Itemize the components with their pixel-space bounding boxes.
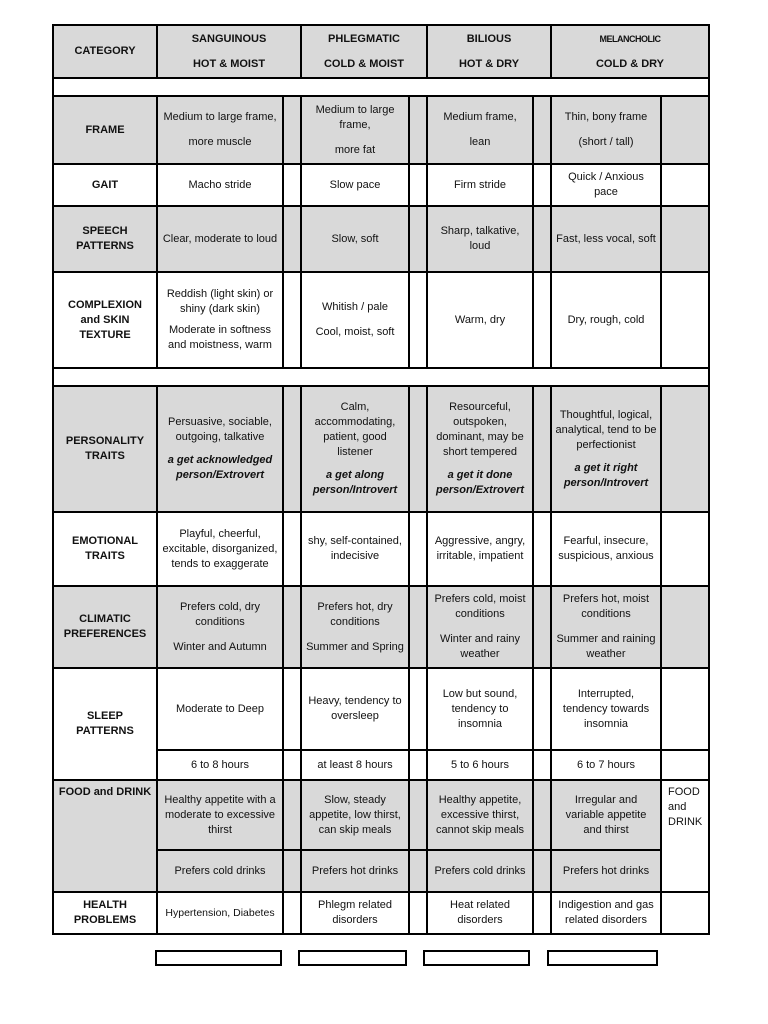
cell-bilious: Aggressive, angry, irritable, impatient (427, 512, 533, 586)
row-label: CLIMATIC PREFERENCES (53, 586, 157, 668)
header-phlegmatic: PHLEGMATIC COLD & MOIST (301, 25, 427, 78)
cell-sanguinous: Playful, cheerful, excitable, disorganized, tends to exaggerate (157, 512, 283, 586)
row-sleep (53, 668, 709, 750)
row-food (53, 780, 709, 850)
cell-bilious: Prefers cold drinks (427, 850, 533, 892)
cell-bilious: Low but sound, tendency to insomnia (427, 668, 533, 750)
cell-melancholic: Indigestion and gas related disorders (551, 892, 661, 934)
header-sanguinous: SANGUINOUS HOT & MOIST (157, 25, 301, 78)
cell-sanguinous: Prefers cold, dry conditions Winter and Autumn (157, 586, 283, 668)
cell-melancholic: Prefers hot, moist conditions Summer and raining weather (551, 586, 661, 668)
cell-sanguinous: Prefers cold drinks (157, 850, 283, 892)
cell-melancholic: 6 to 7 hours (551, 750, 661, 780)
cell-phlegmatic: Slow pace (301, 164, 409, 206)
header-melancholic: MELANCHOLIC COLD & DRY (551, 25, 709, 78)
cell-sanguinous: Hypertension, Diabetes (157, 892, 283, 934)
cell-bilious: Warm, dry (427, 272, 533, 368)
row-label: FOOD and DRINK (53, 780, 157, 892)
cell-bilious: Medium frame, lean (427, 96, 533, 164)
row-emotional (53, 512, 709, 586)
cell-bilious: Sharp, talkative, loud (427, 206, 533, 272)
cell-phlegmatic: Slow, soft (301, 206, 409, 272)
blank-box-sanguinous (155, 950, 282, 966)
cell-phlegmatic: Calm, accommodating, patient, good listener a get along person/Introvert (301, 386, 409, 512)
row-gait (53, 164, 709, 206)
cell-phlegmatic: shy, self-contained, indecisive (301, 512, 409, 586)
row-health (53, 892, 709, 934)
spacer-row (53, 78, 709, 96)
cell-melancholic: Prefers hot drinks (551, 850, 661, 892)
cell-bilious: Heat related disorders (427, 892, 533, 934)
food-side-label: FOOD and DRINK (661, 780, 709, 892)
row-label: SPEECH PATTERNS (53, 206, 157, 272)
cell-melancholic: Thoughtful, logical, analytical, tend to be perfectionist a get it right person/Introvert (551, 386, 661, 512)
row-label: COMPLEXION and SKIN TEXTURE (53, 272, 157, 368)
cell-sanguinous: 6 to 8 hours (157, 750, 283, 780)
spacer-row (53, 368, 709, 386)
row-speech (53, 206, 709, 272)
header-row (53, 25, 709, 78)
cell-sanguinous: Reddish (light skin) or shiny (dark skin) Moderate in softness and moistness, warm (157, 272, 283, 368)
cell-melancholic: Interrupted, tendency towards insomnia (551, 668, 661, 750)
cell-phlegmatic: Heavy, tendency to oversleep (301, 668, 409, 750)
cell-sanguinous: Clear, moderate to loud (157, 206, 283, 272)
cell-melancholic: Dry, rough, cold (551, 272, 661, 368)
cell-phlegmatic: Prefers hot drinks (301, 850, 409, 892)
cell-bilious: Healthy appetite, excessive thirst, cannot skip meals (427, 780, 533, 850)
cell-melancholic: Fast, less vocal, soft (551, 206, 661, 272)
cell-bilious: Prefers cold, moist conditions Winter and rainy weather (427, 586, 533, 668)
blank-box-bilious (423, 950, 530, 966)
cell-sanguinous: Healthy appetite with a moderate to excessive thirst (157, 780, 283, 850)
cell-melancholic: Thin, bony frame (short / tall) (551, 96, 661, 164)
row-complexion (53, 272, 709, 368)
cell-bilious: 5 to 6 hours (427, 750, 533, 780)
cell-melancholic: Quick / Anxious pace (551, 164, 661, 206)
cell-phlegmatic: Phlegm related disorders (301, 892, 409, 934)
blank-box-melancholic (547, 950, 658, 966)
cell-bilious: Firm stride (427, 164, 533, 206)
blank-box-phlegmatic (298, 950, 407, 966)
cell-sanguinous: Moderate to Deep (157, 668, 283, 750)
row-climatic (53, 586, 709, 668)
cell-phlegmatic: Whitish / pale Cool, moist, soft (301, 272, 409, 368)
row-label: FRAME (53, 96, 157, 164)
cell-melancholic: Irregular and variable appetite and thirst (551, 780, 661, 850)
cell-phlegmatic: Prefers hot, dry conditions Summer and Spring (301, 586, 409, 668)
temperament-table (52, 24, 710, 935)
cell-bilious: Resourceful, outspoken, dominant, may be short tempered a get it done person/Extrovert (427, 386, 533, 512)
cell-sanguinous: Persuasive, sociable, outgoing, talkative a get acknowledged person/Extrovert (157, 386, 283, 512)
cell-melancholic: Fearful, insecure, suspicious, anxious (551, 512, 661, 586)
cell-sanguinous: Medium to large frame, more muscle (157, 96, 283, 164)
header-category: CATEGORY (53, 25, 157, 78)
row-label: HEALTH PROBLEMS (53, 892, 157, 934)
row-label: EMOTIONAL TRAITS (53, 512, 157, 586)
row-label: PERSONALITY TRAITS (53, 386, 157, 512)
cell-phlegmatic: Slow, steady appetite, low thirst, can skip meals (301, 780, 409, 850)
row-frame (53, 96, 709, 164)
row-label: SLEEP PATTERNS (53, 668, 157, 780)
row-personality (53, 386, 709, 512)
cell-phlegmatic: at least 8 hours (301, 750, 409, 780)
header-bilious: BILIOUS HOT & DRY (427, 25, 551, 78)
cell-sanguinous: Macho stride (157, 164, 283, 206)
row-label: GAIT (53, 164, 157, 206)
cell-phlegmatic: Medium to large frame, more fat (301, 96, 409, 164)
